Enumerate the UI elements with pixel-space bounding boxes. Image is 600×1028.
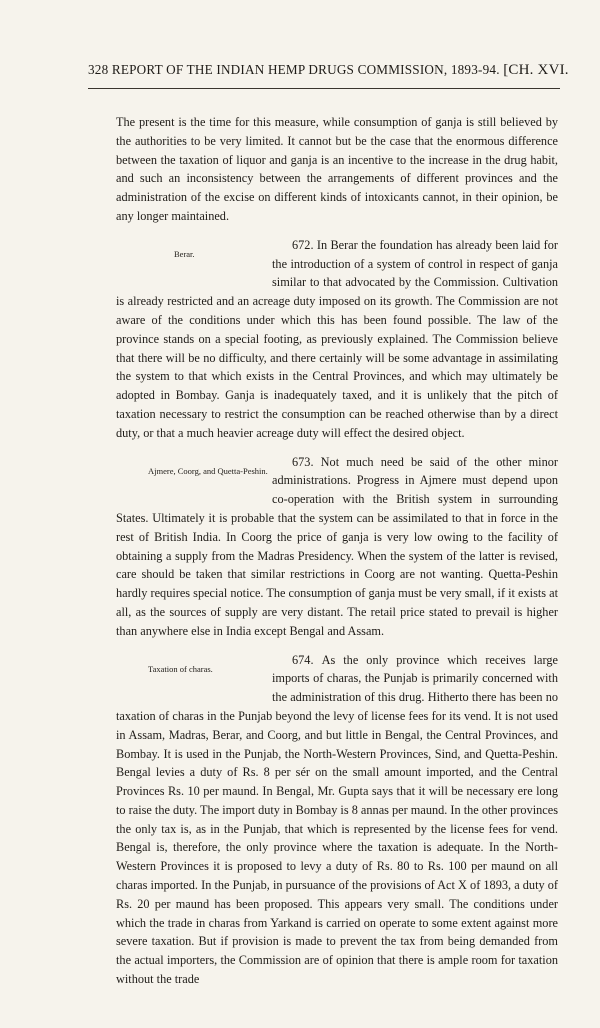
side-note-berar: Berar. — [174, 248, 195, 259]
running-header — [88, 62, 569, 79]
side-note-ajmere: Ajmere, Coorg, and Quetta-Peshin. — [148, 465, 268, 476]
paragraph-text: Not much need be said of the other minor administrations. Progress in Ajmere must depend upon co-operation with the British system in surrounding States. Ultimately it is probable that the system can be assimilated to that in force in the rest of British India. In Coorg the price of ganja is very low owing to the facility of obtaining a supply from the Madras Presidency. When the system of the latter is revised, care should be taken that similar restrictions in Coorg are not wanting. Quetta-Peshin hardly requires special notice. The consumption of ganja must be very small, if it exists at all, as the sources of supply are very distant. The retail price stated to prevail is higher than anywhere else in India except Bengal and Assam. — [116, 454, 559, 638]
page-number: 328 — [88, 62, 109, 77]
paragraph-672 — [116, 236, 558, 443]
paragraph-text: As the only province which receives large imports of charas, the Punjab is primarily concerned with the administration of this drug. Hitherto there has been no taxation of charas in the Punjab beyond the levy of license fees for its vend. It is not used in Assam, Madras, Berar, and Coorg, and but little in Bengal, the Central Provinces, and Bombay. It is used in the Punjab, the North-Western Provinces, Sind, and Quetta-Peshin. Bengal levies a duty of Rs. 8 per sér on the small amount imported, and the Central Provinces Rs. 10 per maund. In Bengal, Mr. Gupta says that it will be necessary ere long to raise the duty. The import duty in Bombay is 8 annas per maund. In the other provinces the only tax is, as in the Punjab, that which is represented by the license fees for vend. Bengal is, therefore, the only province where the taxation is adequate. In the North-Western Provinces it is proposed to levy a duty of Rs. 80 to Rs. 100 per maund on all charas imported. In the Punjab, in pursuance of the provisions of Act X of 1893, a duty of Rs. 20 per maund has been proposed. This appears very small. The conditions under which the trade in charas from Yarkand is carried on operate to some extent against more severe taxation. But if provision is made to prevent the tax from being demanded from the actual importers, the Commission are of opinion that there is ample room for taxation without the trade — [116, 652, 558, 987]
chapter-label: [CH. XVI. — [503, 62, 569, 78]
paragraph-number: 674. — [292, 652, 314, 667]
report-title: REPORT OF THE INDIAN HEMP DRUGS COMMISSION, 1893-94. — [111, 62, 500, 77]
paragraph-text: In Berar the foundation has already been laid for the introduction of a system of control in respect of ganja similar to that advocated by the Commission. Cultivation is already restricted and an acreage duty imposed on its growth. The Commission are not aware of the conditions under which this has been found possible. The law of the province stands on a special footing, as previously explained. The Commission believe that there will be no difficulty, and there certainly will be some advantage in assimilating the system to that which exists in the Central Provinces, and which may ultimately be adopted in Bombay. Ganja is inadequately taxed, and it is unlikely that the pitch of taxation necessary to restrict the consumption can be reached otherwise than by a direct duty, or that a much heavier acreage duty will effect the desired object. — [116, 237, 558, 440]
header-rule — [88, 88, 560, 89]
paragraph-number: 673. — [292, 454, 314, 469]
paragraph-674 — [116, 651, 558, 989]
body-text — [116, 113, 558, 989]
paragraph-number: 672. — [292, 237, 314, 252]
paragraph-673 — [116, 453, 558, 641]
side-note-charas: Taxation of charas. — [148, 663, 213, 674]
lead-paragraph: The present is the time for this measure, while consumption of ganja is still believed by the authorities to be very limited. It cannot but be the case that the enormous difference between the taxation of liquor and ganja is an incentive to the increase in the drug habit, and such an inconsistency between the arrangements of different provinces and the administration of the excise on different kinds of intoxicants cannot, in their opinion, be any longer maintained. — [116, 115, 558, 223]
